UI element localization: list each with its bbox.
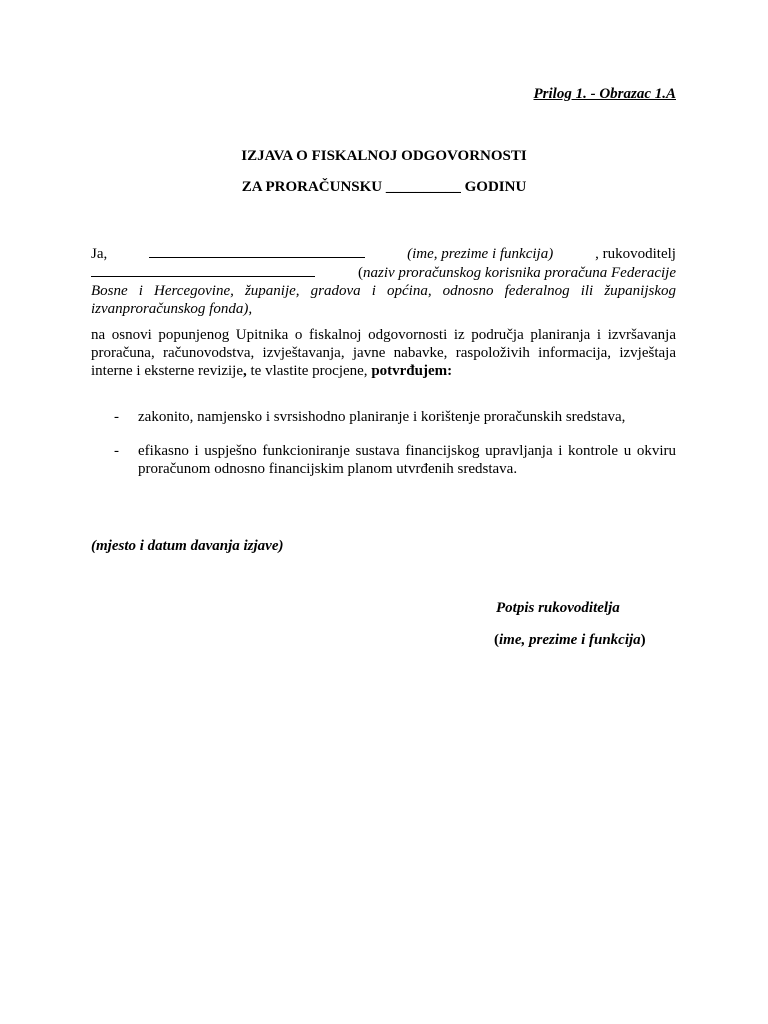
- signature-hint-text: ime, prezime i funkcija: [499, 632, 641, 648]
- basis-comma: ,: [243, 363, 247, 379]
- basis-text: na osnovi popunjenog Upitnika o fiskalnoj odgovornosti iz područja planiranja i izvršavanja proračuna, računovodstva, izvještavanja, javne nabavke, raspoloživih informacija, izvještaja interne i eksterne revizije: [91, 327, 676, 379]
- name-blank: [149, 244, 365, 258]
- rukovoditelj-word: , rukovoditelj: [595, 246, 676, 262]
- list-item-text: zakonito, namjensko i svrsishodno planiranje i korištenje proračunskih sredstava,: [138, 409, 626, 425]
- place-date-label: (mjesto i datum davanja izjave): [91, 538, 284, 554]
- institution-hint-open: (: [357, 265, 363, 281]
- list-item-text: efikasno i uspješno funkcioniranje sustava financijskog upravljanja i kontrole u okviru proračunom odnosno financijskim planom utvrđenih sredstava.: [138, 443, 676, 477]
- signature-label: Potpis rukovoditelja: [496, 600, 620, 616]
- institution-blank: [91, 263, 315, 277]
- annex-label: Prilog 1. - Obrazac 1.A: [533, 86, 676, 102]
- signature-hint: [494, 632, 646, 649]
- basis-paragraph: [91, 326, 676, 380]
- document-subtitle: [0, 179, 768, 196]
- statement-line-1: [91, 244, 676, 263]
- name-hint: (ime, prezime i funkcija): [407, 246, 554, 262]
- list-item: [91, 408, 676, 426]
- institution-hint-3: izvanproračunskog fonda),: [91, 301, 253, 317]
- year-blank: __________: [385, 179, 461, 195]
- subtitle-suffix: GODINU: [464, 179, 527, 195]
- list-dash: -: [114, 443, 119, 459]
- confirm-word: potvrđujem:: [371, 363, 453, 379]
- declarant-statement: [91, 244, 676, 318]
- basis-tail: te vlastite procjene,: [246, 363, 372, 379]
- statement-line-2: [91, 263, 676, 282]
- subtitle-prefix: ZA PRORAČUNSKU: [241, 179, 383, 195]
- document-title: IZJAVA O FISKALNOJ ODGOVORNOSTI: [241, 148, 527, 164]
- institution-hint-2: Bosne i Hercegovine, županije, gradova i općina, odnosno federalnog ili županijskog: [91, 283, 676, 299]
- institution-hint-1: naziv proračunskog korisnika proračuna Federacije: [362, 265, 676, 281]
- signature-hint-close: ): [640, 632, 646, 648]
- signature-hint-open: (: [494, 632, 499, 648]
- list-item: [91, 442, 676, 478]
- ja-word: Ja,: [91, 246, 108, 262]
- list-dash: -: [114, 409, 119, 425]
